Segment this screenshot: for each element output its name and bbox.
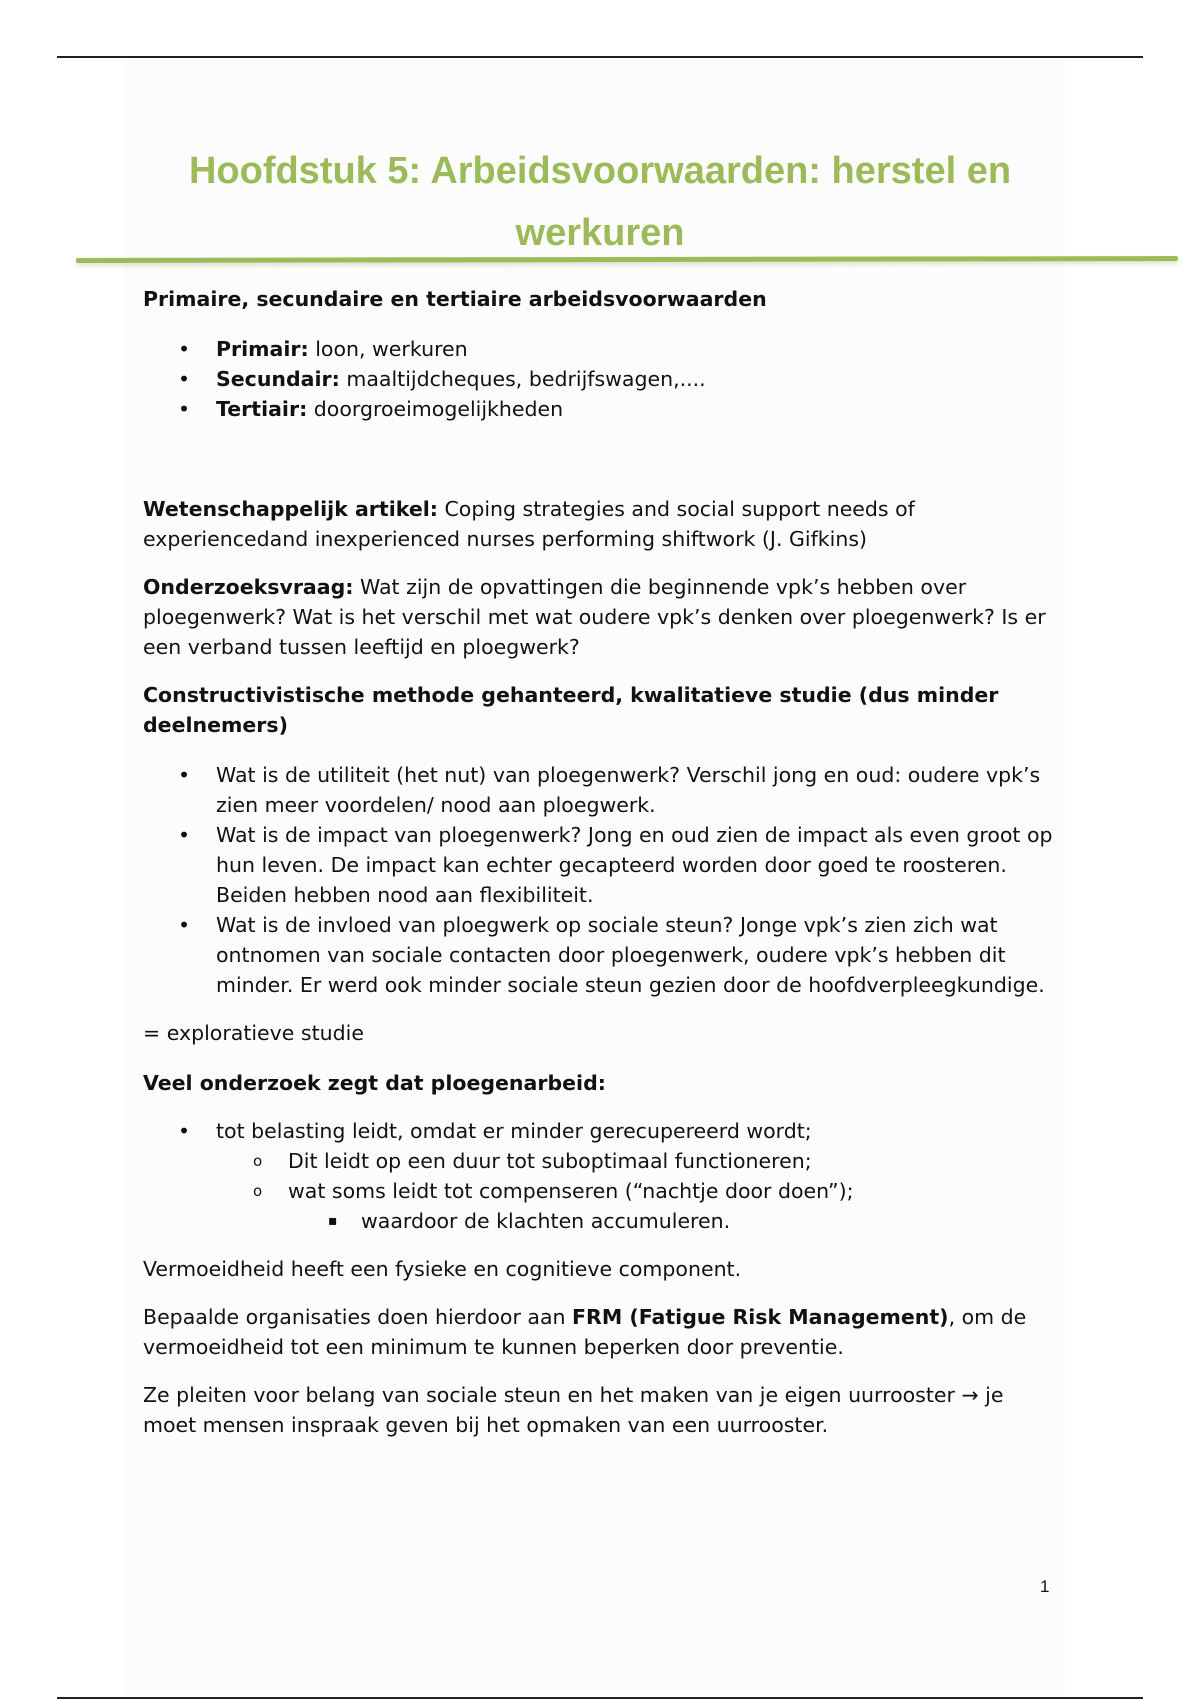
bullet-icon: • <box>178 823 191 847</box>
item-label: Tertiair: <box>216 397 308 421</box>
sub-sub-list-item <box>143 1206 1063 1236</box>
method-heading: Constructivistische methode gehanteerd, kwalitatieve studie (dus minder deelnemers) <box>143 683 999 737</box>
frm-text-before: Bepaalde organisaties doen hierdoor aan <box>143 1305 573 1329</box>
section-heading-conditions: Primaire, secundaire en tertiaire arbeidsvoorwaarden <box>143 287 767 311</box>
fatigue-paragraph: Vermoeidheid heeft een fysieke en cognitieve component. <box>143 1257 742 1281</box>
sub-list-item <box>143 1176 1063 1206</box>
page-title: Hoofdstuk 5: Arbeidsvoorwaarden: herstel en werkuren <box>188 150 1012 254</box>
list-item <box>143 334 1063 364</box>
list-item <box>143 760 1063 820</box>
circle-bullet-icon: o <box>253 1182 263 1200</box>
bullet-icon: • <box>178 397 191 421</box>
frm-term: FRM (Fatigue Risk Management) <box>572 1305 949 1329</box>
list-item <box>143 1116 1063 1146</box>
item-text: wat soms leidt tot compenseren (“nachtje door doen”); <box>288 1179 854 1203</box>
item-label: Secundair: <box>216 367 340 391</box>
article-label: Wetenschappelijk artikel: <box>143 497 438 521</box>
circle-bullet-icon: o <box>253 1152 263 1170</box>
item-text: Wat is de impact van ploegenwerk? Jong en oud zien de impact als even groot op hun leven. De impact kan echter gecapteerd worden door goed te roosteren. Beiden hebben nood aan flexibiliteit. <box>216 823 1053 907</box>
item-text: doorgroeimogelijkheden <box>307 397 564 421</box>
item-text: waardoor de klachten accumuleren. <box>361 1209 731 1233</box>
research-heading: Veel onderzoek zegt dat ploegenarbeid: <box>143 1071 606 1095</box>
footer-rule <box>57 1697 1143 1699</box>
explorative-note: = exploratieve studie <box>143 1021 364 1045</box>
header-rule <box>57 56 1143 58</box>
bullet-icon: • <box>178 913 191 937</box>
list-item <box>143 910 1063 1000</box>
question-label: Onderzoeksvraag: <box>143 575 354 599</box>
conditions-list <box>143 334 1063 424</box>
bullet-icon: • <box>178 763 191 787</box>
bullet-icon: • <box>178 367 191 391</box>
question-text: Wat zijn de opvattingen die beginnende vpk’s hebben over ploegenwerk? Wat is het verschil met wat oudere vpk’s denken over ploegenwerk? Is er een verband tussen leeftijd en ploegwerk? <box>143 575 1046 659</box>
frm-paragraph <box>143 1302 1063 1362</box>
list-item <box>143 364 1063 394</box>
list-item <box>143 394 1063 424</box>
plea-paragraph: Ze pleiten voor belang van sociale steun en het maken van je eigen uurrooster → je moet mensen inspraak geven bij het opmaken van een uurrooster. <box>143 1383 1004 1437</box>
frm-text-after: , om de vermoeidheid tot een minimum te kunnen beperken door preventie. <box>143 1305 1027 1359</box>
article-paragraph <box>143 494 1063 554</box>
item-text: maaltijdcheques, bedrijfswagen,.... <box>339 367 706 391</box>
research-list <box>143 1116 1063 1236</box>
question-paragraph <box>143 572 1063 662</box>
page-number: 1 <box>1040 1577 1050 1596</box>
sub-list-item <box>143 1146 1063 1176</box>
bullet-icon: • <box>178 1119 191 1143</box>
item-text: Dit leidt op een duur tot suboptimaal functioneren; <box>288 1149 812 1173</box>
method-list <box>143 760 1063 1000</box>
item-text: loon, werkuren <box>308 337 468 361</box>
bullet-icon: • <box>178 337 191 361</box>
document-body <box>143 284 1063 1440</box>
article-text: Coping strategies and social support needs of experiencedand inexperienced nurses performing shiftwork (J. Gifkins) <box>143 497 915 551</box>
item-text: Wat is de invloed van ploegwerk op sociale steun? Jonge vpk’s zien zich wat ontnomen van sociale contacten door ploegenwerk, oudere vpk’s hebben dit minder. Er werd ook minder sociale steun gezien door de hoofdverpleegkundige. <box>216 913 1045 997</box>
item-text: tot belasting leidt, omdat er minder gerecupereerd wordt; <box>216 1119 812 1143</box>
list-item <box>143 820 1063 910</box>
item-label: Primair: <box>216 337 309 361</box>
item-text: Wat is de utiliteit (het nut) van ploegenwerk? Verschil jong en oud: oudere vpk’s zien meer voordelen/ nood aan ploegwerk. <box>216 763 1041 817</box>
square-bullet-icon: ▪ <box>328 1213 338 1229</box>
